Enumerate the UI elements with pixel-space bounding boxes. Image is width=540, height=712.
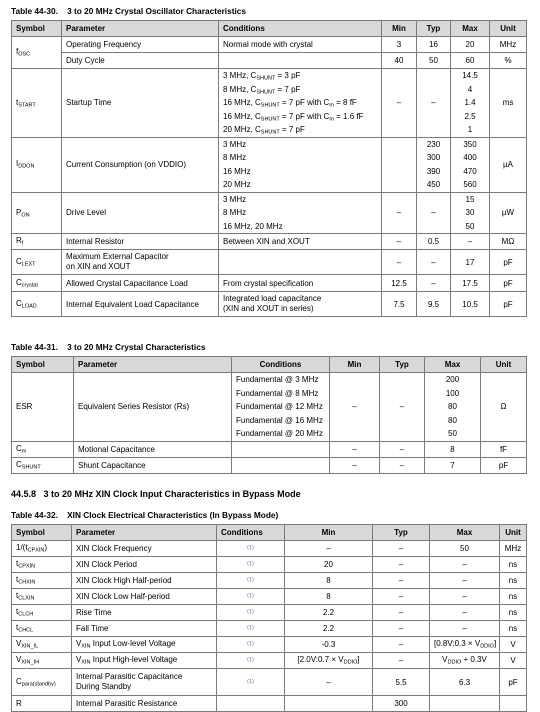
conditions-cell [219,53,382,69]
max-value: 2.5 [464,111,476,121]
symbol-cell: $t_{CHXIN}$ [12,573,72,589]
max-value: 1.4 [464,98,476,107]
symbol-cell: $R_f$ [12,234,62,250]
condition-line: 3 MHz [223,194,247,204]
condition-line: 16 MHz [223,166,251,176]
footnote-ref[interactable]: (1) [247,561,254,567]
condition-line: 3 MHz, $C_{SHUNT} = 3$ pF [223,71,301,82]
max-cell [451,192,490,234]
conditions-cell [219,292,382,317]
condition-line: 16 MHz, $C_{SHUNT} = 7$ pF with $C_m = 8$ fF [223,98,357,109]
condition-line: 20 MHz [223,180,251,189]
max-cell: 60 [451,53,490,69]
parameter-cell: Internal Equivalent Load Capacitance [62,292,219,317]
header-parameter: Parameter [62,21,219,37]
table-row [12,621,527,637]
parameter-cell: XIN Clock High Half-period [72,573,217,589]
parameter-cell: Equivalent Series Resistor (Rs) [74,373,232,442]
min-cell: – [330,441,380,457]
unit-cell: pF [500,669,527,696]
table-row [12,137,527,192]
header-conditions: Conditions [217,525,285,541]
typ-cell: – [373,573,430,589]
typ-cell: 50 [417,53,451,69]
max-value: 80 [448,402,457,411]
conditions-cell [217,637,285,653]
unit-cell: MΩ [490,234,527,250]
parameter-line: During Standby [76,682,132,691]
table-row [12,37,527,53]
header-symbol: Symbol [12,357,74,373]
unit-cell: fF [481,441,527,457]
header-unit: Unit [490,21,527,37]
min-cell: 20 [285,557,373,573]
condition-line: 16 MHz, $C_{SHUNT} = 7$ pF with $C_m = 1.6$ fF [223,111,364,122]
table-caption: Table 44-32. XIN Clock Electrical Characteristics (In Bypass Mode) [11,510,279,520]
symbol-cell: $C_{LEXT}$ [12,250,62,275]
max-value: 100 [445,388,460,398]
min-cell: -0.3 [285,637,373,653]
header-typ: Typ [417,21,451,37]
condition-line: 8 MHz [223,153,247,162]
header-unit: Unit [481,357,527,373]
condition-line: 8 MHz [223,208,247,217]
unit-cell: V [500,637,527,653]
conditions-cell [217,589,285,605]
parameter-cell: XIN Clock Frequency [72,541,217,557]
conditions-cell [217,669,285,696]
unit-cell: ns [500,621,527,637]
conditions-cell [232,373,330,442]
unit-cell: ms [490,69,527,138]
symbol-cell: $t_{CPXIN}$ [12,557,72,573]
max-cell: 10.5 [451,292,490,317]
table-row [12,696,527,712]
parameter-line: Maximum External Capacitor [66,252,169,261]
footnote-ref[interactable]: (1) [247,678,254,685]
conditions-cell [217,696,285,712]
symbol-cell: $1/(t_{CPXIN})$ [12,541,72,557]
parameter-cell: Motional Capacitance [74,441,232,457]
conditions-cell [232,457,330,473]
max-value: 4 [467,84,473,94]
table-row [12,541,527,557]
table-caption: Table 44-31. 3 to 20 MHz Crystal Characteristics [11,342,206,352]
unit-cell: ns [500,557,527,573]
max-cell: – [451,234,490,250]
typ-cell: 5.5 [373,669,430,696]
typ-value: 230 [426,139,441,149]
conditions-cell: Normal mode with crystal [219,37,382,53]
typ-cell: 0.5 [417,234,451,250]
symbol-cell: $P_{ON}$ [12,192,62,234]
symbol-cell: $V_{XIN\_IH}$ [12,653,72,669]
min-cell: – [285,669,373,696]
typ-cell: 300 [373,696,430,712]
xin-clock-table [11,524,527,712]
max-cell: – [430,589,500,605]
condition-line: 20 MHz, $C_{SHUNT} = 7$ pF [223,125,305,136]
header-typ: Typ [380,357,425,373]
symbol-cell: $t_{START}$ [12,69,62,138]
table-row [12,637,527,653]
typ-cell: – [373,589,430,605]
table-row [12,69,527,138]
max-value: 80 [448,415,457,425]
typ-cell: 16 [417,37,451,53]
footnote-ref[interactable]: (1) [247,657,254,663]
table-row [12,669,527,696]
max-value: 560 [463,180,477,189]
header-min: Min [285,525,373,541]
symbol-cell: ESR [12,373,74,442]
header-max: Max [451,21,490,37]
max-value: 1 [467,125,473,134]
max-value: 50 [448,429,457,438]
parameter-cell: Current Consumption (on VDDIO) [62,137,219,192]
symbol-cell: $t_{CLXIN}$ [12,589,72,605]
typ-cell: – [373,557,430,573]
parameter-cell: Internal Parasitic Resistance [72,696,217,712]
table-row [12,192,527,234]
min-cell: – [382,69,417,138]
condition-line: (XIN and XOUT in series) [223,304,314,313]
table-row [12,557,527,573]
condition-line: 8 MHz, $C_{SHUNT} = 7$ pF [223,84,301,95]
parameter-cell: Internal Resistor [62,234,219,250]
condition-line: Fundamental @ 12 MHz [236,402,323,411]
table-row [12,275,527,292]
conditions-cell [217,605,285,621]
condition-line: Integrated load capacitance [223,294,322,303]
typ-cell: – [373,653,430,669]
max-cell [451,69,490,138]
table-row [12,605,527,621]
unit-cell: pF [481,457,527,473]
parameter-line: Internal Parasitic Capacitance [76,672,183,681]
parameter-cell: XIN Clock Period [72,557,217,573]
table-row [12,441,527,457]
parameter-cell: Rise Time [72,605,217,621]
footnote-ref[interactable]: (1) [247,593,254,599]
typ-cell: – [417,250,451,275]
typ-value: 300 [426,153,441,162]
parameter-cell: Startup Time [62,69,219,138]
typ-cell: – [380,373,425,442]
conditions-cell [219,69,382,138]
unit-cell: µW [490,192,527,234]
header-parameter: Parameter [72,525,217,541]
symbol-cell: $t_{CHCL}$ [12,621,72,637]
min-cell: 2.2 [285,605,373,621]
min-cell: – [330,457,380,473]
table-row [12,653,527,669]
min-cell: – [285,541,373,557]
parameter-cell: XIN Clock Low Half-period [72,589,217,605]
min-cell: – [382,250,417,275]
min-cell: 12.5 [382,275,417,292]
typ-value: 450 [426,180,441,189]
typ-cell: 9.5 [417,292,451,317]
symbol-cell: $C_{crystal}$ [12,275,62,292]
symbol-cell: $t_{CLCH}$ [12,605,72,621]
unit-cell: V [500,653,527,669]
parameter-cell: Operating Frequency [62,37,219,53]
max-cell: 17 [451,250,490,275]
typ-cell: – [373,637,430,653]
max-value: 50 [465,221,475,231]
typ-cell [417,137,451,192]
table-row [12,234,527,250]
typ-cell: – [417,69,451,138]
max-value: 14.5 [462,71,478,80]
max-cell: 8 [425,441,481,457]
condition-line: 3 MHz [223,139,247,149]
table-header-row [12,21,527,37]
typ-cell: – [417,275,451,292]
table-row [12,292,527,317]
conditions-cell [217,653,285,669]
min-cell [285,696,373,712]
table-header-row [12,357,527,373]
parameter-cell: $V_{XIN}$ Input Low-level Voltage [72,637,217,653]
min-cell: [2.0V:0.7 × $V_{DDIO}$] [285,653,373,669]
max-cell: 17.5 [451,275,490,292]
max-cell [425,373,481,442]
table-row [12,573,527,589]
min-cell [382,137,417,192]
conditions-cell [217,621,285,637]
max-cell [451,137,490,192]
max-cell: $V_{DDIO} + 0.3V$ [430,653,500,669]
parameter-cell: Fall Time [72,621,217,637]
conditions-cell [217,557,285,573]
max-cell: 6.3 [430,669,500,696]
unit-cell: ns [500,605,527,621]
unit-cell: pF [490,292,527,317]
max-cell: – [430,557,500,573]
typ-value: 390 [426,166,441,176]
max-value: 350 [463,139,477,149]
conditions-cell [217,573,285,589]
section-heading: 44.5.8 3 to 20 MHz XIN Clock Input Characteristics in Bypass Mode [11,489,301,499]
max-value: 470 [463,166,477,176]
parameter-cell: Drive Level [62,192,219,234]
conditions-cell [219,137,382,192]
header-parameter: Parameter [74,357,232,373]
max-value: 400 [463,153,477,162]
header-unit: Unit [500,525,527,541]
condition-line: 16 MHz, 20 MHz [223,221,283,231]
header-max: Max [425,357,481,373]
conditions-cell: Between XIN and XOUT [219,234,382,250]
min-cell: 3 [382,37,417,53]
symbol-cell: $C_m$ [12,441,74,457]
symbol-cell: $V_{XIN\_IL}$ [12,637,72,653]
unit-cell: µA [490,137,527,192]
min-cell: 8 [285,573,373,589]
unit-cell [500,696,527,712]
max-cell: 7 [425,457,481,473]
conditions-cell [232,441,330,457]
max-cell: 20 [451,37,490,53]
condition-line: Fundamental @ 16 MHz [236,415,323,425]
parameter-cell [72,669,217,696]
unit-cell: Ω [481,373,527,442]
unit-cell: MHz [490,37,527,53]
unit-cell: pF [490,275,527,292]
conditions-cell: From crystal specification [219,275,382,292]
table-row [12,457,527,473]
max-value: 200 [445,375,460,384]
typ-cell: – [417,192,451,234]
max-cell: – [430,605,500,621]
unit-cell: % [490,53,527,69]
max-cell: – [430,573,500,589]
table-caption: Table 44-30. 3 to 20 MHz Crystal Oscillator Characteristics [11,6,247,16]
symbol-cell: $I_{DDON}$ [12,137,62,192]
table-row [12,250,527,275]
header-conditions: Conditions [232,357,330,373]
typ-cell: – [373,541,430,557]
unit-cell: MHz [500,541,527,557]
min-cell: – [382,192,417,234]
parameter-cell: $V_{XIN}$ Input High-level Voltage [72,653,217,669]
parameter-cell: Duty Cycle [62,53,219,69]
header-symbol: Symbol [12,525,72,541]
footnote-ref[interactable]: (1) [247,625,254,631]
symbol-cell: $C_{para(standby)}$ [12,669,72,696]
conditions-cell [219,192,382,234]
crystal-oscillator-table [11,20,527,317]
table-row [12,373,527,442]
parameter-cell: Shunt Capacitance [74,457,232,473]
typ-cell: – [373,621,430,637]
header-conditions: Conditions [219,21,382,37]
conditions-cell [219,250,382,275]
condition-line: Fundamental @ 8 MHz [236,388,319,398]
min-cell: 2.2 [285,621,373,637]
max-value: 15 [465,194,475,204]
max-cell: 50 [430,541,500,557]
crystal-characteristics-table [11,356,527,474]
unit-cell: ns [500,589,527,605]
parameter-cell [62,250,219,275]
typ-cell: – [380,441,425,457]
header-min: Min [330,357,380,373]
min-cell: 40 [382,53,417,69]
symbol-cell: R [12,696,72,712]
table-row [12,53,527,69]
min-cell: – [382,234,417,250]
unit-cell: ns [500,573,527,589]
min-cell: 8 [285,589,373,605]
table-header-row [12,525,527,541]
max-cell [430,696,500,712]
typ-cell: – [380,457,425,473]
parameter-line: on XIN and XOUT [66,262,131,271]
conditions-cell [217,541,285,557]
table-row [12,589,527,605]
min-cell: – [330,373,380,442]
footnote-ref[interactable]: (1) [247,545,254,551]
symbol-cell: $f_{OSC}$ [12,37,62,69]
symbol-cell: $C_{LOAD}$ [12,292,62,317]
condition-line: Fundamental @ 20 MHz [236,429,323,438]
header-max: Max [430,525,500,541]
max-cell: [0.8V:0.3 × $V_{DDIO}$] [430,637,500,653]
typ-cell: – [373,605,430,621]
header-typ: Typ [373,525,430,541]
max-cell: – [430,621,500,637]
header-symbol: Symbol [12,21,62,37]
min-cell: 7.5 [382,292,417,317]
symbol-cell: $C_{SHUNT}$ [12,457,74,473]
header-min: Min [382,21,417,37]
footnote-ref[interactable]: (1) [247,577,254,583]
footnote-ref[interactable]: (1) [247,609,254,615]
footnote-ref[interactable]: (1) [247,641,254,647]
parameter-cell: Allowed Crystal Capacitance Load [62,275,219,292]
max-value: 30 [465,208,475,217]
condition-line: Fundamental @ 3 MHz [236,375,319,384]
unit-cell: pF [490,250,527,275]
